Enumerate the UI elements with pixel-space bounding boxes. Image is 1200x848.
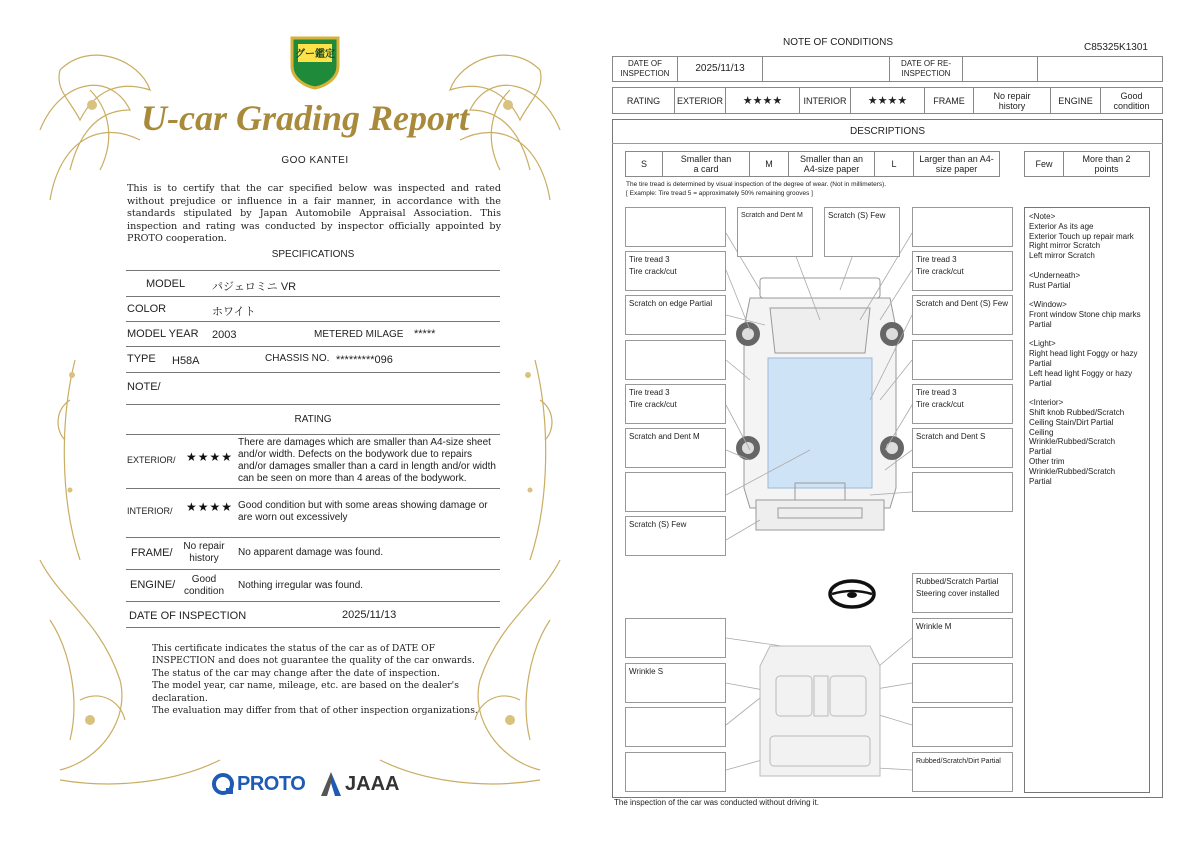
date-of-reinspection-label: DATE OF RE-INSPECTION	[889, 56, 963, 82]
report-title: U-car Grading Report	[140, 98, 469, 138]
annotation-box: Tire tread 3 Tire crack/cut	[912, 251, 1013, 291]
annotation-box	[625, 472, 726, 512]
engine-label: ENGINE/	[130, 579, 176, 591]
disclaimer-line: The evaluation may differ from that of other inspection organizations.	[152, 705, 478, 717]
report-subtitle: GOO KANTEI	[281, 155, 349, 166]
exterior-label: EXTERIOR	[674, 87, 726, 114]
proto-logo-icon	[212, 772, 236, 796]
annotation-box: Scratch and Dent S	[912, 428, 1013, 468]
frame-value: No repair history	[183, 541, 225, 564]
annotation-box: Rubbed/Scratch Partial Steering cover installed	[912, 573, 1013, 613]
chassis-value: *********096	[336, 354, 393, 366]
goo-kantei-badge	[288, 32, 342, 90]
exterior-stars: ★★★★	[725, 87, 800, 114]
proto-logo	[212, 770, 305, 798]
annotation-box: Scratch (S) Few	[824, 207, 900, 257]
exterior-desc: There are damages which are smaller than A4-size sheet and/or width. Defects on the bodywork due to repairs and/or damages smaller than a card in length and/or width can be seen on more than 4 areas of the bodywork.	[238, 437, 496, 484]
type-value: H58A	[172, 355, 200, 367]
exterior-label: EXTERIOR/	[127, 455, 176, 465]
annotation-box: Tire tread 3 Tire crack/cut	[912, 384, 1013, 424]
color-value: ホワイト	[212, 306, 256, 318]
date-of-inspection-label: DATE OF INSPECTION	[612, 56, 678, 82]
disclaimer	[152, 643, 482, 717]
annotation-box	[625, 752, 726, 792]
interior-stars: ★★★★	[850, 87, 925, 114]
date-of-inspection-value: 2025/11/13	[677, 56, 763, 82]
disclaimer-line: The status of the car may change after the date of inspection.	[152, 667, 440, 679]
jaaa-logo-icon	[320, 771, 342, 797]
conditions-heading: NOTE OF CONDITIONS	[783, 37, 893, 48]
disclaimer-line: INSPECTION and does not guarantee the quality of the car onwards.	[152, 655, 475, 667]
annotation-box	[912, 207, 1013, 247]
annotation-box: Wrinkle M	[912, 618, 1013, 658]
divider	[126, 346, 500, 347]
model-year-label: MODEL YEAR	[127, 328, 199, 340]
divider	[126, 569, 500, 570]
interior-label: INTERIOR/	[127, 506, 173, 516]
frame-label: FRAME	[924, 87, 974, 114]
divider	[126, 296, 500, 297]
date-value: 2025/11/13	[342, 609, 397, 621]
engine-value: Good condition	[1100, 87, 1163, 114]
model-label: MODEL	[146, 278, 186, 290]
legend-s-desc: Smaller than a card	[662, 151, 750, 177]
engine-value: Good condition	[183, 574, 225, 597]
annotation-box: Tire tread 3 Tire crack/cut	[625, 384, 726, 424]
model-year-value: 2003	[212, 329, 237, 341]
exterior-stars: ★★★★	[186, 450, 234, 464]
divider	[126, 270, 500, 271]
disclaimer-line: The model year, car name, mileage, etc. are based on the dealer's	[152, 680, 459, 692]
rating-label: RATING	[612, 87, 675, 114]
interior-desc: Good condition but with some areas showing damage or are worn out excessively	[238, 500, 488, 523]
specifications-heading: SPECIFICATIONS	[271, 249, 355, 260]
metered-mileage-value: *****	[414, 328, 436, 340]
annotation-box	[625, 618, 726, 658]
rating-heading: RATING	[294, 414, 332, 425]
annotation-box	[625, 207, 726, 247]
certificate-intro: This is to certify that the car specified below was inspected and rated without prejudice or influence in a fair manner, in accordance with the standards stipulated by Japan Automobile Appraisal Association. This inspection and rating was conducted by inspector officially appointed by PROTO cooperation.	[127, 183, 501, 245]
divider	[126, 488, 500, 489]
annotation-box: Wrinkle S	[625, 663, 726, 703]
divider	[126, 537, 500, 538]
annotation-box	[912, 472, 1013, 512]
annotation-box: Scratch and Dent (S) Few	[912, 295, 1013, 335]
frame-desc: No apparent damage was found.	[238, 547, 384, 558]
car-interior-diagram	[750, 636, 890, 786]
annotation-box: Scratch and Dent M	[737, 207, 813, 257]
doc-id: C85325K1301	[1084, 42, 1148, 53]
metered-mileage-label: METERED MILAGE	[314, 329, 404, 340]
annotation-box	[912, 663, 1013, 703]
date-label: DATE OF INSPECTION	[129, 610, 247, 622]
legend-few-desc: More than 2 points	[1063, 151, 1150, 177]
legend-l: L	[874, 151, 914, 177]
annotation-box: Tire tread 3 Tire crack/cut	[625, 251, 726, 291]
annotation-box	[625, 707, 726, 747]
badge-text: グー鑑定	[295, 49, 335, 60]
type-label: TYPE	[127, 353, 156, 365]
divider	[126, 404, 500, 405]
frame-label: FRAME/	[131, 547, 173, 559]
jaaa-logo	[320, 770, 399, 798]
notes-panel: <Note> Exterior As its age Exterior Touch up repair mark Right mirror Scratch Left mirror Scratch <Underneath> Rust Partial <Window> Front window Stone chip marks Partial <Light> Right head light Foggy or hazy Partial Left head light Foggy or hazy Partial <Interior> Shift knob Rubbed/Scratch Ceiling Stain/Dirt Partial Ceiling Wrinkle/Rubbed/Scratch Partial Other trim Wrinkle/Rubbed/Scratch Partial	[1024, 207, 1150, 793]
jaaa-logo-text: JAAA	[345, 772, 400, 795]
divider	[126, 627, 500, 628]
annotation-box	[625, 340, 726, 380]
engine-label: ENGINE	[1050, 87, 1101, 114]
annotation-box	[912, 707, 1013, 747]
steering-wheel-icon	[827, 578, 877, 610]
descriptions-heading: DESCRIPTIONS	[612, 119, 1163, 144]
disclaimer-line: This certificate indicates the status of the car as of DATE OF	[152, 643, 436, 654]
divider	[126, 372, 500, 373]
badge-shield-icon	[288, 32, 342, 90]
annotation-box: Scratch (S) Few	[625, 516, 726, 556]
legend-s: S	[625, 151, 663, 177]
disclaimer-line: declaration.	[152, 692, 208, 704]
frame-value: No repair history	[973, 87, 1051, 114]
divider	[126, 601, 500, 602]
annotation-box: Scratch and Dent M	[625, 428, 726, 468]
color-label: COLOR	[127, 303, 167, 315]
tire-note-line: [ Example: Tire tread 5 = approximately 50% remaining grooves ]	[626, 190, 813, 197]
divider	[126, 434, 500, 435]
legend-m: M	[749, 151, 789, 177]
interior-stars: ★★★★	[186, 500, 234, 514]
interior-label: INTERIOR	[799, 87, 851, 114]
legend-m-desc: Smaller than an A4-size paper	[788, 151, 875, 177]
note-label: NOTE/	[127, 381, 161, 393]
annotation-box	[912, 340, 1013, 380]
proto-logo-text: PROTO	[237, 772, 306, 795]
inspection-footer: The inspection of the car was conducted without driving it.	[614, 798, 819, 807]
annotation-box: Rubbed/Scratch/Dirt Partial	[912, 752, 1013, 792]
note-of-conditions-sheet	[600, 0, 1200, 848]
annotation-box: Scratch on edge Partial	[625, 295, 726, 335]
tire-note-line: The tire tread is determined by visual inspection of the degree of wear. (Not in millimeters).	[626, 181, 887, 188]
engine-desc: Nothing irregular was found.	[238, 580, 364, 591]
divider	[126, 321, 500, 322]
legend-few: Few	[1024, 151, 1064, 177]
chassis-label: CHASSIS NO.	[265, 353, 330, 364]
legend-l-desc: Larger than an A4-size paper	[913, 151, 1000, 177]
model-value: パジェロミニ VR	[212, 281, 297, 293]
